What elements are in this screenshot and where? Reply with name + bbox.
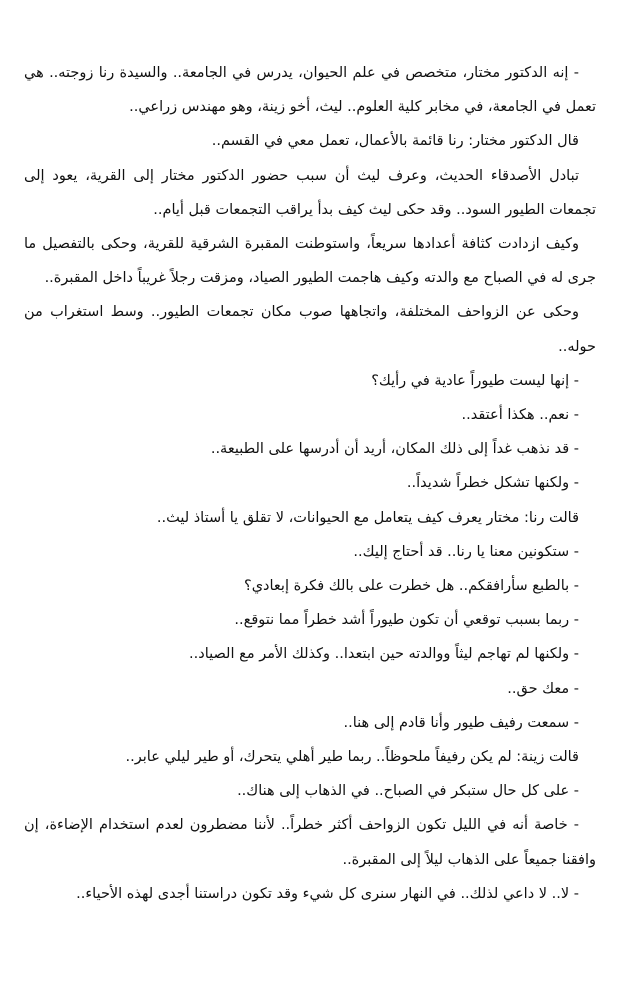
dialogue-line: - إنها ليست طيوراً عادية في رأيك؟: [371, 372, 579, 389]
dialogue-line: - قد نذهب غداً إلى ذلك المكان، أريد أن أدرسها على الطبيعة..: [210, 441, 579, 458]
dialogue-line: - بالطبع سأرافقكم.. هل خطرت على بالك فكرة إبعادي؟: [244, 578, 579, 595]
paragraph: وحكى عن الزواحف المختلفة، واتجاهها صوب مكان تجمعات الطيور.. وسط استغراب من حوله..: [24, 304, 596, 355]
dialogue-line: - معك حق..: [507, 680, 579, 697]
dialogue-line: - ولكنها لم تهاجم ليثاً ووالدته حين ابتعدا.. وكذلك الأمر مع الصياد..: [189, 646, 579, 663]
paragraph: قالت زينة: لم يكن رفيفاً ملحوظاً.. ربما طير أهلي يتحرك، أو طير ليلي عابر..: [125, 749, 579, 766]
dialogue-line: - نعم.. هكذا أعتقد..: [461, 407, 579, 424]
paragraph: - إنه الدكتور مختار، متخصص في علم الحيوان، يدرس في الجامعة.. والسيدة رنا زوجته.. هي تعمل في الجامعة، في مخابر كلية العلوم.. ليث، أخو زينة، وهو مهندس زراعي..: [24, 65, 596, 116]
dialogue-line: - ستكونين معنا يا رنا.. قد أحتاج إليك..: [353, 543, 579, 560]
dialogue-line: - خاصة أنه في الليل تكون الزواحف أكثر خطراً.. لأننا مضطرون لعدم استخدام الإضاءة، إن وافقنا جميعاً على الذهاب ليلاً إلى المقبرة..: [24, 817, 596, 868]
paragraph: وكيف ازدادت كثافة أعدادها سريعاً، واستوطنت المقبرة الشرقية للقرية، وحكى بالتفصيل ما جرى له في الصباح مع والدته وكيف هاجمت الطيور الصياد، ومزقت رجلاً غريباً داخل المقبرة..: [24, 236, 596, 287]
dialogue-line: - على كل حال ستبكر في الصباح.. في الذهاب إلى هناك..: [237, 783, 579, 800]
paragraph: قال الدكتور مختار: رنا قائمة بالأعمال، تعمل معي في القسم..: [211, 133, 579, 150]
dialogue-line: - ولكنها تشكل خطراً شديداً..: [406, 475, 579, 492]
dialogue-line: - ربما بسبب توقعي أن تكون طيوراً أشد خطراً مما نتوقع..: [234, 612, 579, 629]
paragraph: قالت رنا: مختار يعرف كيف يتعامل مع الحيوانات، لا تقلق يا أستاذ ليث..: [156, 509, 579, 526]
paragraph: تبادل الأصدقاء الحديث، وعرف ليث أن سبب حضور الدكتور مختار إلى القرية، يعود إلى تجمعات الطيور السود.. وقد حكى ليث كيف بدأ يراقب التجمعات قبل أيام..: [24, 167, 596, 218]
dialogue-line: - لا.. لا داعي لذلك.. في النهار سنرى كل شيء وقد تكون دراستنا أجدى لهذه الأحياء..: [76, 885, 579, 902]
dialogue-line: - سمعت رفيف طيور وأنا قادم إلى هنا..: [343, 714, 579, 731]
